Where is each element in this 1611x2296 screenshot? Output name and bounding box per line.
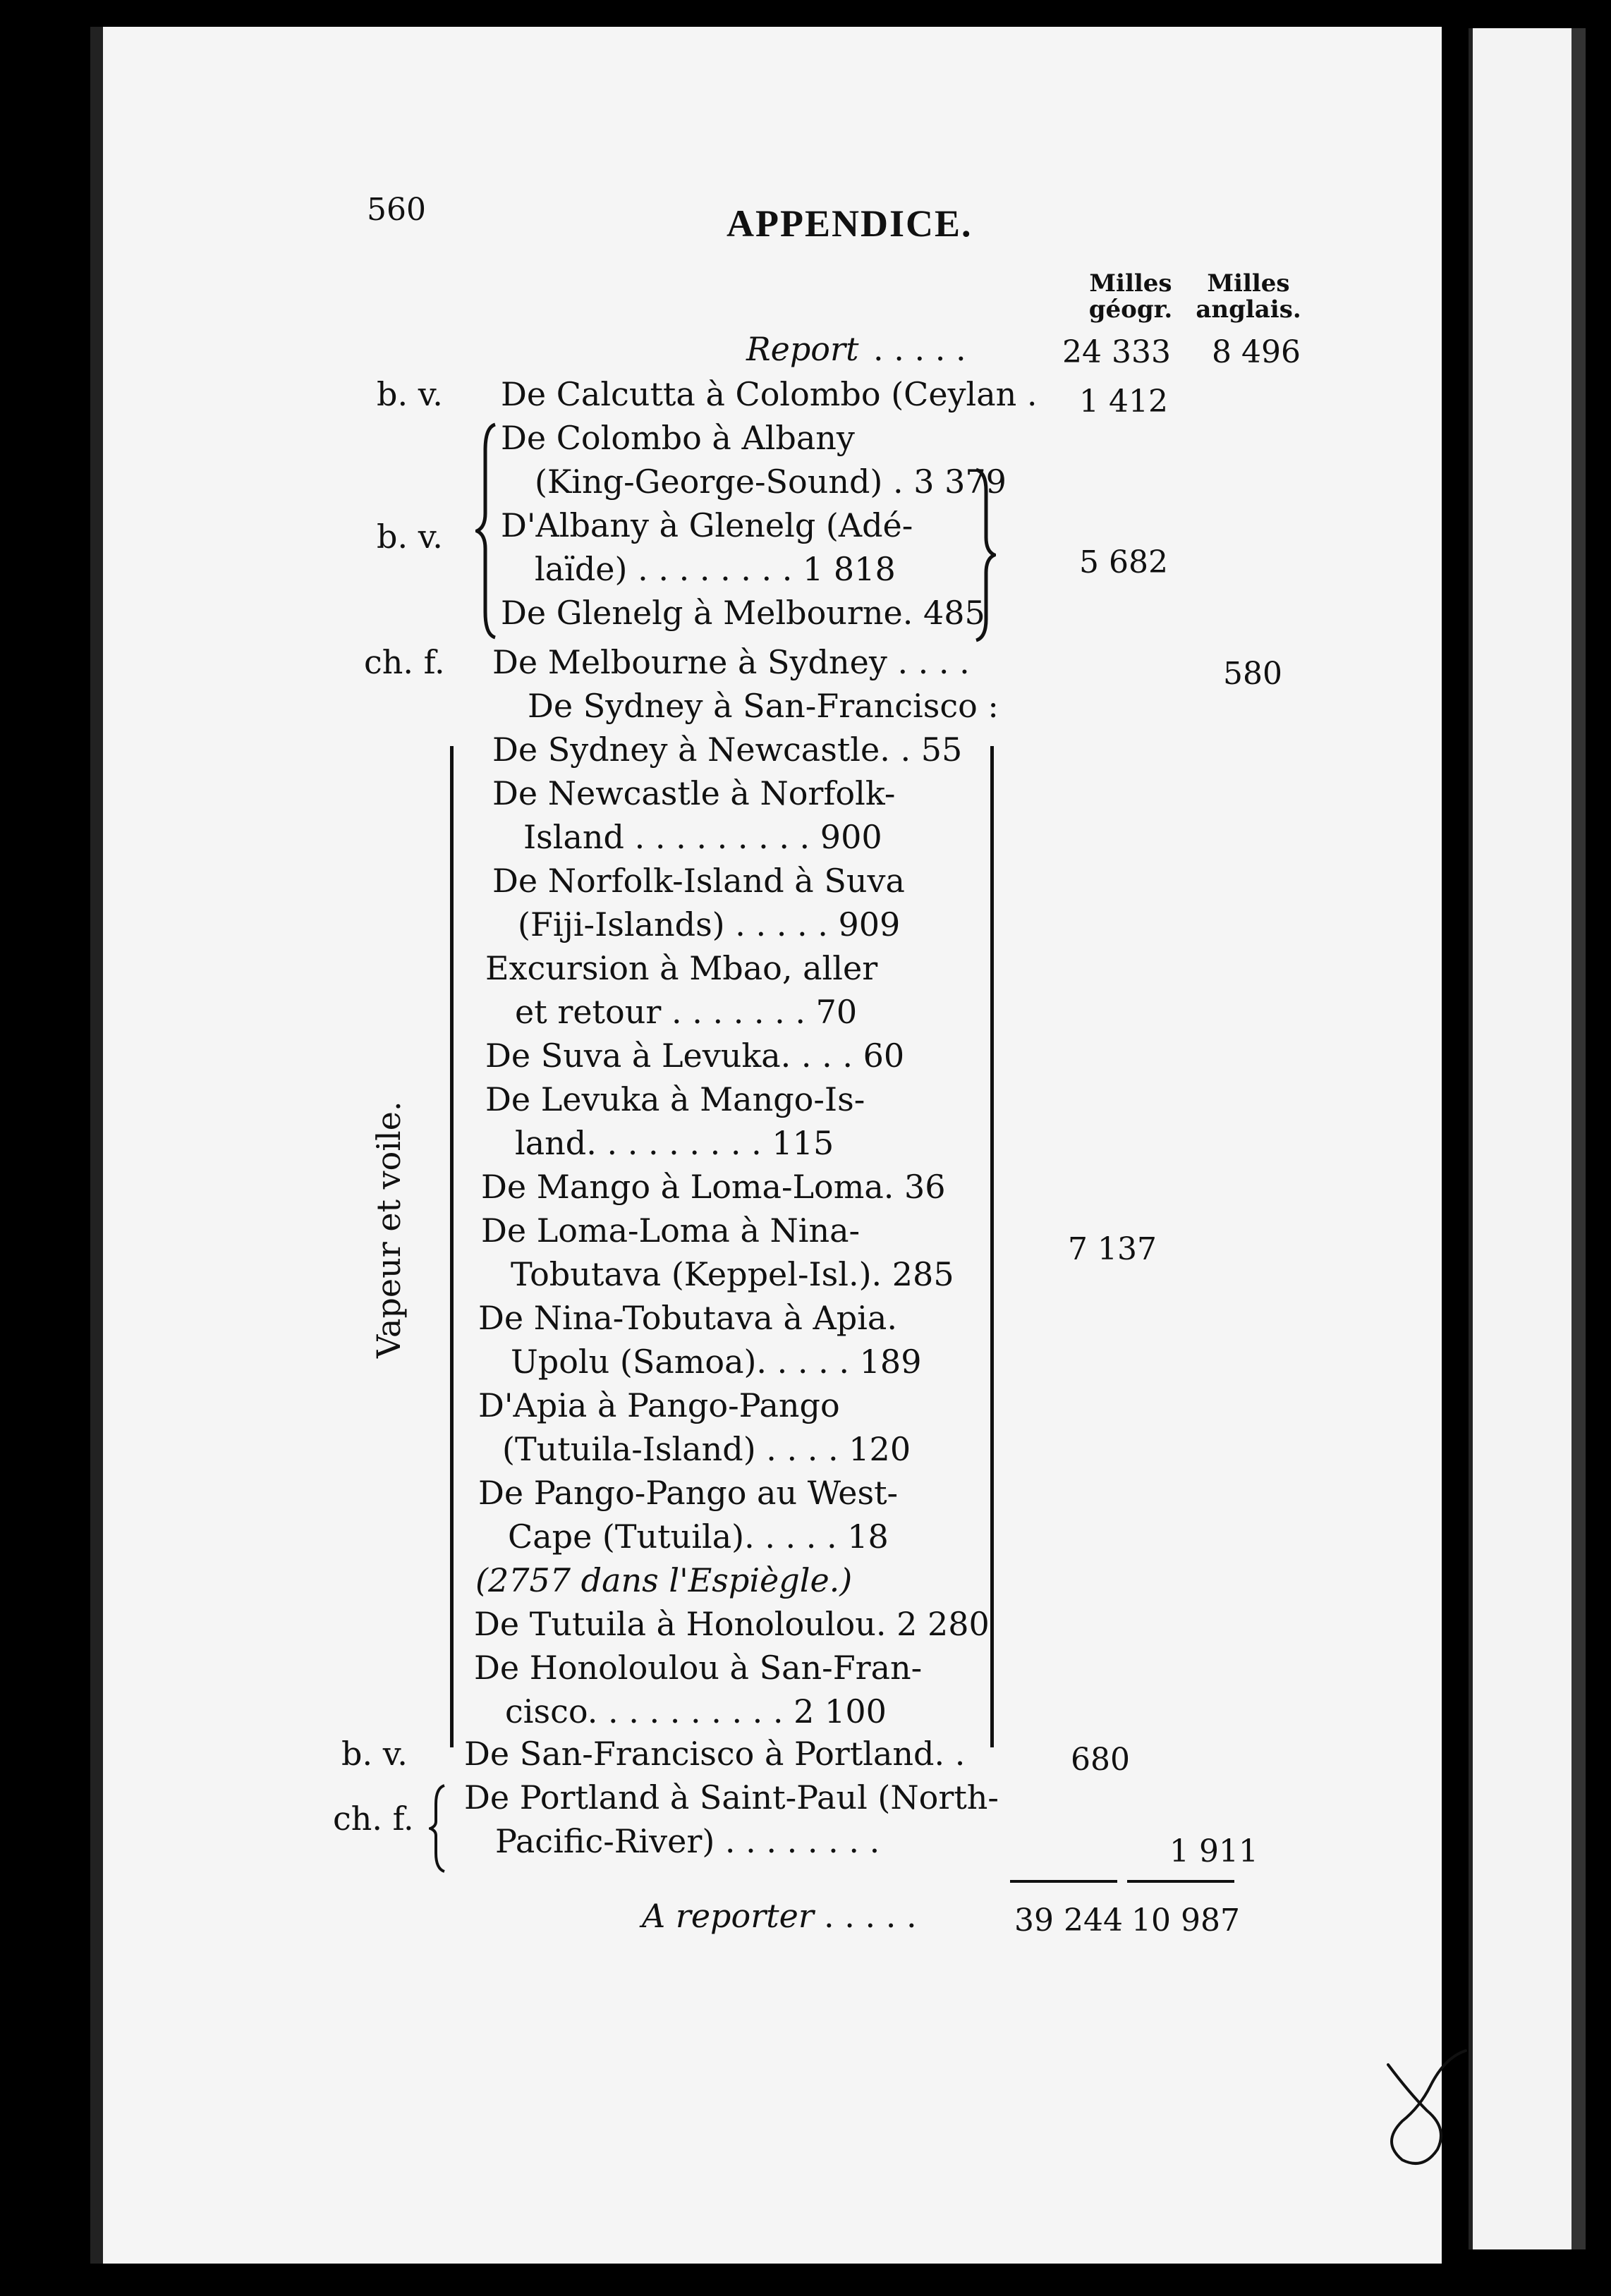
mode-label: ch. f. [364,643,445,681]
route-line: D'Apia à Pango-Pango [478,1386,840,1424]
route-line: Tobutava (Keppel-Isl.). 285 [511,1255,954,1293]
route-heading: De Sydney à San-Francisco : [528,687,999,725]
route-line: (Tutuila-Island) . . . . 120 [502,1430,911,1468]
total-rule-eng [1127,1880,1234,1883]
report-dots: . . . . . [873,330,966,368]
left-bracket-line [450,746,454,1747]
route-line: De Melbourne à Sydney . . . . [492,643,970,681]
route-line: De Norfolk-Island à Suva [492,862,905,900]
page-number: 560 [367,192,426,228]
book-page [97,27,1442,2264]
route-line: (Fiji-Islands) . . . . . 909 [518,905,901,944]
route-line: land. . . . . . . . . 115 [515,1124,834,1162]
total-rule-geo [1010,1880,1117,1883]
route-line: De Calcutta à Colombo (Ceylan . [501,375,1038,413]
footer-eng-value: 10 987 [1131,1903,1240,1938]
route-line: De Mango à Loma-Loma. 36 [481,1168,946,1206]
route-line: laïde) . . . . . . . . 1 818 [535,550,896,588]
route-line: Island . . . . . . . . . 900 [523,818,882,856]
route-line: De Newcastle à Norfolk- [492,774,896,812]
route-line: Upolu (Samoa). . . . . 189 [511,1343,922,1381]
route-line: (King-George-Sound) . 3 379 [535,463,1007,501]
route-eng-value: 1 911 [1169,1833,1258,1869]
right-bracket-line [990,746,994,1747]
route-line: Pacific-River) . . . . . . . . [495,1822,880,1860]
route-line: De Portland à Saint-Paul (North- [464,1778,999,1816]
route-line: De Loma-Loma à Nina- [481,1211,861,1250]
small-brace [429,1783,449,1874]
group-geo-total: 5 682 [1079,544,1168,580]
route-line: cisco. . . . . . . . . . 2 100 [505,1692,887,1730]
side-label: Vapeur et voile. [370,1101,408,1358]
right-brace [972,467,996,643]
report-label: Report [746,330,859,368]
route-line: De Sydney à Newcastle. . 55 [492,731,963,769]
handwritten-mark [1360,2044,1480,2170]
route-line: De Pango-Pango au West- [478,1474,899,1512]
mode-label: b. v. [341,1735,408,1773]
route-geo-value: 1 412 [1079,384,1168,420]
mode-label: b. v. [377,518,443,556]
route-eng-value: 580 [1223,656,1282,692]
route-line: De Tutuila à Honoloulou. 2 280 [474,1605,990,1643]
column-header-geo: Milles géogr. [1088,269,1173,324]
footer-label: A reporter [642,1897,814,1935]
group-geo-total: 7 137 [1068,1231,1157,1267]
route-line: Excursion à Mbao, aller [485,949,878,987]
report-eng-value: 8 496 [1212,334,1301,370]
route-line: De Glenelg à Melbourne. 485 [501,594,985,632]
mode-label: b. v. [377,375,443,413]
left-brace [475,422,499,640]
route-line: De Nina-Tobutava à Apia. [478,1299,897,1337]
route-note: (2757 dans l'Espiègle.) [475,1561,853,1599]
report-geo-value: 24 333 [1062,334,1171,370]
route-line: De Honoloulou à San-Fran- [474,1649,923,1687]
route-line: De Suva à Levuka. . . . 60 [485,1037,905,1075]
route-line: De Colombo à Albany [501,419,855,457]
route-line: De Levuka à Mango-Is- [485,1080,865,1118]
column-header-eng: Milles anglais. [1196,269,1301,324]
route-line: Cape (Tutuila). . . . . 18 [508,1518,889,1556]
route-line: D'Albany à Glenelg (Adé- [501,506,913,544]
route-geo-value: 680 [1071,1742,1130,1778]
route-line: et retour . . . . . . . 70 [515,993,858,1031]
mode-label: ch. f. [333,1800,414,1838]
route-line: De San-Francisco à Portland. . [464,1735,966,1773]
adjacent-page-edge [1469,28,1586,2249]
footer-dots: . . . . . [824,1897,917,1935]
page-title: APPENDICE. [727,202,973,245]
footer-geo-value: 39 244 [1014,1903,1123,1938]
